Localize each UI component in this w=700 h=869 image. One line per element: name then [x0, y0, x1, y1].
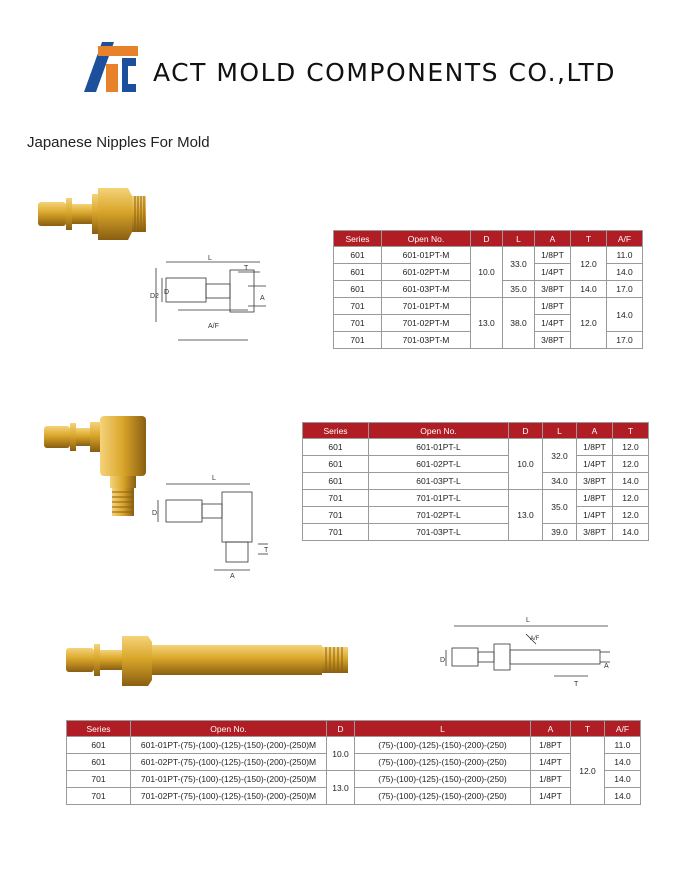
- col-header: T: [571, 721, 605, 737]
- cell: 701: [334, 315, 382, 332]
- cell: 601-01PT-(75)-(100)-(125)-(150)-(200)-(250)M: [131, 737, 327, 754]
- label-A: A: [260, 295, 265, 302]
- cell: 701-02PT-M: [382, 315, 471, 332]
- cell: 14.0: [613, 524, 649, 541]
- cell: 14.0: [607, 264, 643, 281]
- cell: 3/8PT: [535, 281, 571, 298]
- cell: 34.0: [543, 473, 577, 490]
- label-AF: A/F: [530, 636, 540, 642]
- cell: 601-02PT-M: [382, 264, 471, 281]
- cell: 1/8PT: [535, 298, 571, 315]
- label-D: D: [152, 510, 158, 517]
- label-D: D: [440, 657, 446, 664]
- table-row: [303, 439, 649, 456]
- company-logo-icon: [84, 42, 138, 92]
- straight-nipple-drawing: [148, 250, 268, 346]
- col-header: Series: [334, 231, 382, 247]
- cell: 14.0: [571, 281, 607, 298]
- cell: 701-01PT-M: [382, 298, 471, 315]
- col-header: A: [531, 721, 571, 737]
- label-T: T: [244, 265, 249, 272]
- cell: 1/4PT: [535, 315, 571, 332]
- cell: 601: [303, 439, 369, 456]
- col-header: A: [577, 423, 613, 439]
- cell: 601-03PT-M: [382, 281, 471, 298]
- cell: 3/8PT: [577, 473, 613, 490]
- cell: 701: [303, 524, 369, 541]
- col-header: L: [543, 423, 577, 439]
- col-header: D: [471, 231, 503, 247]
- cell: 3/8PT: [577, 524, 613, 541]
- cell: 601: [334, 247, 382, 264]
- cell: 601-01PT-M: [382, 247, 471, 264]
- cell: 14.0: [605, 771, 641, 788]
- elbow-nipple-photo: [42, 414, 150, 518]
- cell: 701-01PT-L: [369, 490, 509, 507]
- cell: 17.0: [607, 332, 643, 349]
- cell: 12.0: [613, 456, 649, 473]
- cell: 601: [67, 737, 131, 754]
- cell: 601: [303, 473, 369, 490]
- cell: (75)-(100)-(125)-(150)-(200)-(250): [355, 771, 531, 788]
- long-nipple-photo: [64, 632, 352, 690]
- col-header: Series: [303, 423, 369, 439]
- cell: 13.0: [509, 490, 543, 541]
- cell: (75)-(100)-(125)-(150)-(200)-(250): [355, 754, 531, 771]
- cell: 3/8PT: [535, 332, 571, 349]
- table-row: [334, 247, 643, 264]
- cell: 1/4PT: [531, 754, 571, 771]
- company-name: ACT MOLD COMPONENTS CO.,LTD: [153, 58, 616, 87]
- cell: 601: [303, 456, 369, 473]
- col-header: A/F: [607, 231, 643, 247]
- cell: 33.0: [503, 247, 535, 281]
- col-header: Series: [67, 721, 131, 737]
- cell: 10.0: [327, 737, 355, 771]
- label-AF: A/F: [208, 323, 219, 330]
- cell: 12.0: [613, 490, 649, 507]
- table-row: [303, 507, 649, 524]
- col-header: Open No.: [382, 231, 471, 247]
- cell: 1/4PT: [577, 507, 613, 524]
- cell: 601: [334, 281, 382, 298]
- cell: 601: [334, 264, 382, 281]
- label-T: T: [264, 547, 269, 554]
- cell: 35.0: [503, 281, 535, 298]
- cell: 701: [334, 298, 382, 315]
- cell: 601-01PT-L: [369, 439, 509, 456]
- page-subtitle: Japanese Nipples For Mold: [27, 134, 210, 151]
- cell: 701-02PT-(75)-(100)-(125)-(150)-(200)-(250)M: [131, 788, 327, 805]
- cell: 1/8PT: [577, 490, 613, 507]
- cell: 701: [67, 788, 131, 805]
- cell: 11.0: [605, 737, 641, 754]
- cell: 39.0: [543, 524, 577, 541]
- cell: 701-03PT-L: [369, 524, 509, 541]
- table-header-row: [334, 231, 643, 247]
- col-header: A: [535, 231, 571, 247]
- cell: 701-01PT-(75)-(100)-(125)-(150)-(200)-(250)M: [131, 771, 327, 788]
- straight-nipple-photo: [36, 182, 148, 244]
- table-row: [67, 737, 641, 754]
- col-header: D: [509, 423, 543, 439]
- cell: 701: [303, 490, 369, 507]
- table-row: [67, 771, 641, 788]
- label-D: D: [164, 289, 170, 296]
- col-header: Open No.: [369, 423, 509, 439]
- cell: 701-02PT-L: [369, 507, 509, 524]
- spec-table-straight: [333, 230, 643, 349]
- cell: 14.0: [613, 473, 649, 490]
- label-T: T: [574, 681, 579, 688]
- cell: 1/4PT: [535, 264, 571, 281]
- cell: 13.0: [327, 771, 355, 805]
- cell: 32.0: [543, 439, 577, 473]
- table-row: [303, 524, 649, 541]
- col-header: L: [503, 231, 535, 247]
- cell: 10.0: [509, 439, 543, 490]
- label-A: A: [230, 573, 235, 580]
- col-header: L: [355, 721, 531, 737]
- label-L: L: [526, 617, 530, 624]
- cell: 38.0: [503, 298, 535, 349]
- label-A: A: [604, 663, 609, 670]
- cell: 1/4PT: [577, 456, 613, 473]
- col-header: T: [571, 231, 607, 247]
- elbow-nipple-drawing: [150, 470, 275, 580]
- spec-table-long: [66, 720, 641, 805]
- col-header: D: [327, 721, 355, 737]
- cell: 601: [67, 754, 131, 771]
- cell: 1/8PT: [535, 247, 571, 264]
- cell: 14.0: [605, 788, 641, 805]
- cell: 14.0: [605, 754, 641, 771]
- cell: 1/8PT: [577, 439, 613, 456]
- label-L: L: [208, 255, 212, 262]
- cell: 701: [303, 507, 369, 524]
- cell: 13.0: [471, 298, 503, 349]
- col-header: A/F: [605, 721, 641, 737]
- cell: 701-03PT-M: [382, 332, 471, 349]
- table-row: [334, 298, 643, 315]
- spec-table-elbow: [302, 422, 649, 541]
- cell: 17.0: [607, 281, 643, 298]
- cell: 701: [67, 771, 131, 788]
- cell: 12.0: [613, 439, 649, 456]
- col-header: T: [613, 423, 649, 439]
- cell: 12.0: [571, 247, 607, 281]
- table-row: [303, 490, 649, 507]
- cell: 12.0: [613, 507, 649, 524]
- cell: (75)-(100)-(125)-(150)-(200)-(250): [355, 737, 531, 754]
- cell: 1/8PT: [531, 771, 571, 788]
- table-row: [303, 473, 649, 490]
- cell: 12.0: [571, 298, 607, 349]
- cell: 601-02PT-L: [369, 456, 509, 473]
- cell: 1/8PT: [531, 737, 571, 754]
- table-header-row: [303, 423, 649, 439]
- long-nipple-drawing: [438, 610, 618, 690]
- cell: 701: [334, 332, 382, 349]
- cell: 1/4PT: [531, 788, 571, 805]
- table-row: [303, 456, 649, 473]
- col-header: Open No.: [131, 721, 327, 737]
- label-L: L: [212, 475, 216, 482]
- cell: 10.0: [471, 247, 503, 298]
- cell: 12.0: [571, 737, 605, 805]
- cell: 601-03PT-L: [369, 473, 509, 490]
- cell: 601-02PT-(75)-(100)-(125)-(150)-(200)-(250)M: [131, 754, 327, 771]
- label-D2: D2: [150, 293, 159, 300]
- cell: 11.0: [607, 247, 643, 264]
- cell: (75)-(100)-(125)-(150)-(200)-(250): [355, 788, 531, 805]
- cell: 14.0: [607, 298, 643, 332]
- table-header-row: [67, 721, 641, 737]
- cell: 35.0: [543, 490, 577, 524]
